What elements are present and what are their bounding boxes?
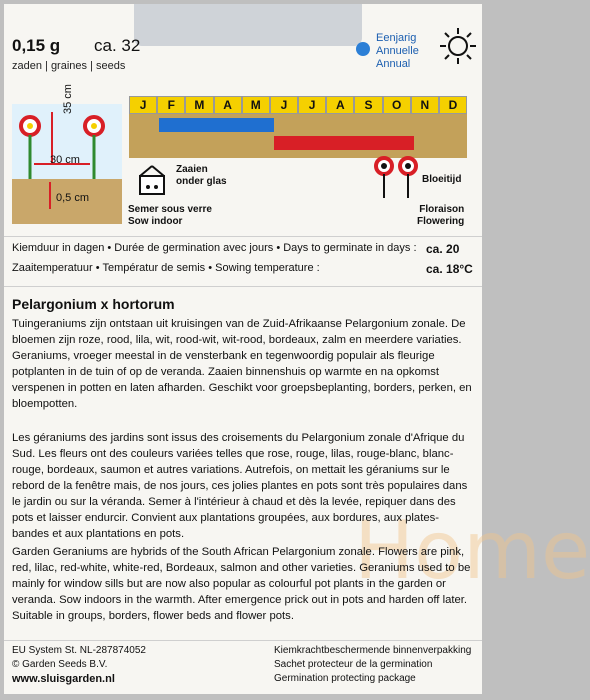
temperature-label: Zaaitemperatuur • Températur de semis • Sowing temperature : [12, 262, 320, 274]
sow-under-glass-icon [134, 162, 170, 198]
germination-value: ca. 20 [426, 242, 460, 256]
sowing-period-bar [159, 118, 274, 132]
divider [4, 236, 482, 237]
website-link[interactable]: www.sluisgarden.nl [12, 673, 115, 685]
month-label: N [411, 96, 439, 114]
month-label: A [214, 96, 242, 114]
germination-label: Kiemduur in dagen • Durée de germination avec jours • Days to germinate in days : [12, 242, 417, 254]
watermark: Home [354, 504, 590, 597]
month-label: J [298, 96, 326, 114]
annual-label [376, 32, 419, 71]
description-en: Garden Geraniums are hybrids of the South African Pelargonium zonale. Flowers are pink, red, lilac, red-white, white-red, Bordeaux, salmon and other varieties. Geraniums used to be mainly for window sills but are now also popular as colourful pot plants in the garden or veranda. Sow indoors in the warmth. After emergence prick out in pots and harden off later. Suitable in groups, borders, flower beds and flower pots. [12, 546, 471, 622]
sow-glass-line2: onder glas [176, 176, 227, 187]
sow-indoor-label [128, 204, 212, 228]
divider [4, 640, 482, 641]
divider [4, 286, 482, 287]
flowering-flowers-icon [372, 154, 420, 200]
depth-label: 0,5 cm [56, 192, 90, 204]
pack-fr: Sachet protecteur de la germination [274, 659, 433, 670]
month-label: A [326, 96, 354, 114]
month-header [129, 96, 467, 114]
sow-fr-line: Semer sous verre [128, 204, 212, 215]
month-label: J [129, 96, 157, 114]
annual-nl: Eenjarig [376, 32, 417, 44]
height-label: 35 cm [62, 84, 74, 114]
seed-count: ca. 32 [94, 36, 141, 55]
annual-fr: Annuelle [376, 45, 419, 57]
pack-nl: Kiemkrachtbeschermende binnenverpakking [274, 645, 472, 656]
flowering-nl-label: Bloeitijd [422, 174, 462, 185]
month-label: M [242, 96, 270, 114]
plant-title: Pelargonium x hortorum [12, 296, 175, 312]
flowering-period-bar [274, 136, 414, 150]
month-label: J [270, 96, 298, 114]
annual-dot-icon [356, 42, 370, 56]
seed-packet [4, 4, 590, 694]
company: © Garden Seeds B.V. [12, 659, 108, 670]
flower-fr-line: Floraison [419, 204, 465, 215]
month-label: M [185, 96, 213, 114]
packet-tab [134, 4, 362, 46]
month-label: D [439, 96, 467, 114]
sun-icon [438, 26, 478, 66]
units-label: zaden | graines | seeds [12, 60, 126, 72]
temperature-value: ca. 18°C [426, 262, 473, 276]
month-label: S [354, 96, 382, 114]
flowering-fr-label [417, 204, 464, 228]
eu-system: EU System St. NL-287874052 [12, 645, 146, 656]
sow-en-line: Sow indoor [128, 216, 183, 227]
annual-en: Annual [376, 58, 411, 70]
width-label: 30 cm [50, 154, 80, 166]
month-label: O [383, 96, 411, 114]
sow-glass-line1: Zaaien [176, 164, 208, 175]
flower-en-line: Flowering [417, 216, 465, 227]
month-label: F [157, 96, 185, 114]
description-nl: Tuingeraniums zijn ontstaan uit kruisingen van de Zuid-Afrikaanse Pelargonium zonale. De bloemen zijn roze, rood, lila, wit, rood-wit, wit-rood, bordeaux, zalm en meerdere variaties. Geraniums, vroeger meestal in de vensterbank en tegenwoordig populair als fleurige potplanten in de tuin of op de veranda. Zaaien binnenshuis op warmte en na opkomst verspenen in potten en laten afharden. Geschikt voor groepsbeplanting, borders, perken, en bloempotten. [12, 318, 472, 410]
sow-under-glass-label [176, 164, 227, 188]
pack-en: Germination protecting package [274, 673, 416, 684]
packet-weight: 0,15 g [12, 36, 61, 55]
description-fr: Les géraniums des jardins sont issus des croisements du Pelargonium zonale d'Afrique du Sud. Les fleurs ont des couleurs variées telles que rose, rouge, lilas, rouge-blanc, blanc-rouge, bordeaux, saumon et autres variations. Autrefois, on mettait les géraniums sur le rebord de la fenêtre mais, de nos jours, ces jolies plantes en pots sont très populaires dans le jardin ou sur la véranda. Semer à l'intérieur à chaud et dès la levée, repiquer dans des pots et laisser endurcir. Convient aux plantations groupées, aux bordures, aux plates-bandes et aux plantations en pots. [12, 432, 468, 540]
